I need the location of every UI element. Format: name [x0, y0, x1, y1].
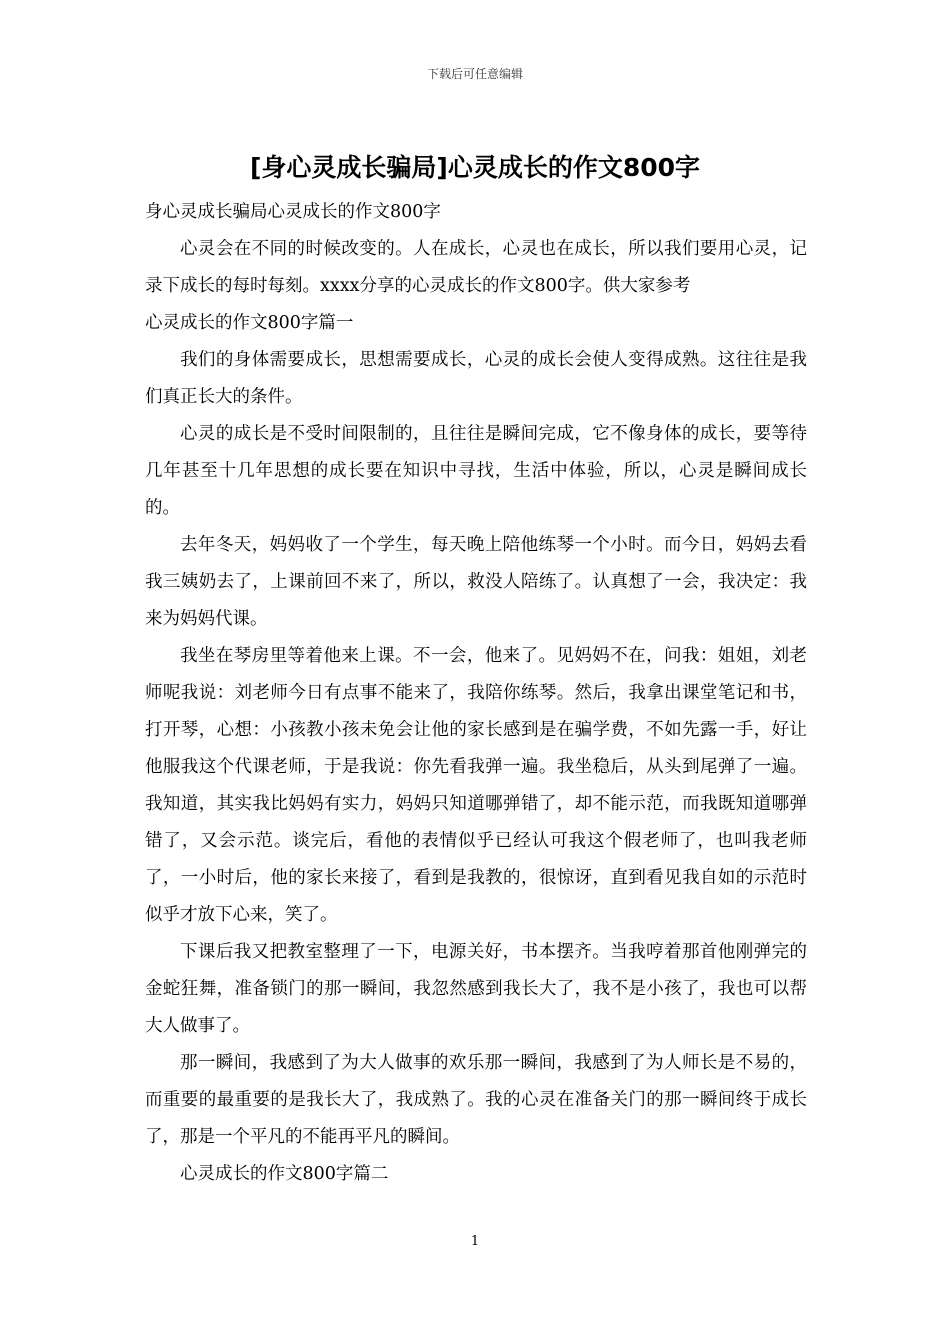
paragraph: 心灵会在不同的时候改变的。人在成长，心灵也在成长，所以我们要用心灵，记录下成长的每时每刻。xxxx分享的心灵成长的作文800字。供大家参考	[145, 239, 807, 296]
subtitle-line: 身心灵成长骗局心灵成长的作文800字	[145, 202, 441, 222]
document-body	[145, 194, 807, 1193]
paragraph: 去年冬天，妈妈收了一个学生，每天晚上陪他练琴一个小时。而今日，妈妈去看我三姨奶去了，上课前回不来了，所以，救没人陪练了。认真想了一会，我决定：我来为妈妈代课。	[145, 535, 807, 629]
section-heading: 心灵成长的作文800字篇二	[180, 1164, 389, 1184]
paragraph: 我坐在琴房里等着他来上课。不一会，他来了。见妈妈不在，问我：姐姐，刘老师呢我说：刘老师今日有点事不能来了，我陪你练琴。然后，我拿出课堂笔记和书，打开琴，心想：小孩教小孩未免会让他的家长感到是在骗学费，不如先露一手，好让他服我这个代课老师，于是我说：你先看我弹一遍。我坐稳后，从头到尾弹了一遍。我知道，其实我比妈妈有实力，妈妈只知道哪弹错了，却不能示范，而我既知道哪弹错了，又会示范。谈完后，看他的表情似乎已经认可我这个假老师了，也叫我老师了，一小时后，他的家长来接了，看到是我教的，很惊讶，直到看见我自如的示范时似乎才放下心来，笑了。	[145, 646, 807, 925]
paragraph: 下课后我又把教室整理了一下，电源关好，书本摆齐。当我哼着那首他刚弹完的金蛇狂舞，准备锁门的那一瞬间，我忽然感到我长大了，我不是小孩了，我也可以帮大人做事了。	[145, 942, 807, 1036]
page-number: 1	[470, 1234, 480, 1249]
paragraph: 我们的身体需要成长，思想需要成长，心灵的成长会使人变得成熟。这往往是我们真正长大的条件。	[145, 350, 807, 407]
paragraph: 心灵的成长是不受时间限制的，且往往是瞬间完成，它不像身体的成长，要等待几年甚至十几年思想的成长要在知识中寻找，生活中体验，所以，心灵是瞬间成长的。	[145, 424, 807, 518]
document-title: [身心灵成长骗局]心灵成长的作文800字	[249, 153, 701, 182]
section-heading: 心灵成长的作文800字篇一	[145, 313, 354, 333]
page-header: 下载后可任意编辑	[426, 67, 523, 81]
paragraph: 那一瞬间，我感到了为大人做事的欢乐那一瞬间，我感到了为人师长是不易的，而重要的最重要的是我长大了，我成熟了。我的心灵在准备关门的那一瞬间终于成长了，那是一个平凡的不能再平凡的瞬间。	[145, 1053, 807, 1147]
